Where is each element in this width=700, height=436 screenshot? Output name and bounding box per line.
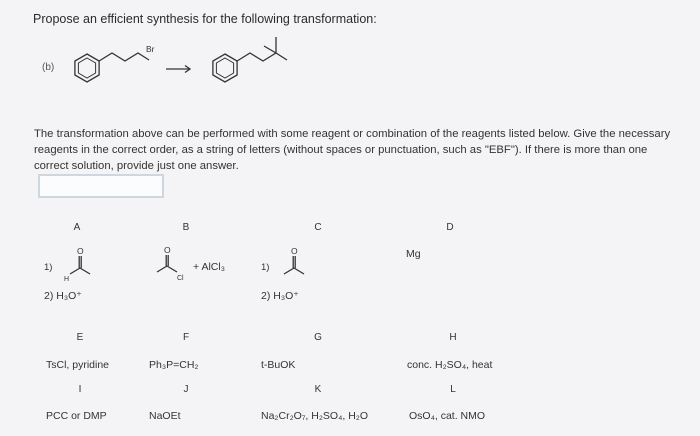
- reagent-j-letter: J: [183, 384, 189, 395]
- reagent-i-letter: I: [78, 384, 82, 395]
- reagent-e-text: TsCl, pyridine: [46, 359, 110, 371]
- reagent-b-structure: [153, 246, 193, 286]
- reagent-k-text: Na₂Cr₂O₇, H₂SO₄, H₂O: [261, 410, 369, 422]
- reagent-a-hydrogen-label: H: [64, 276, 70, 283]
- reagent-a-step1: 1): [44, 262, 53, 273]
- reagent-b-extra: + AlCl₃: [193, 261, 225, 273]
- reagent-a-oxygen-label: O: [77, 246, 84, 256]
- reagent-i-text: PCC or DMP: [46, 410, 107, 422]
- reagent-d-letter: D: [446, 222, 454, 233]
- reactant-structure: [62, 40, 172, 100]
- answer-input[interactable]: [40, 176, 162, 196]
- reagent-c-step2: 2) H₃O⁺: [261, 290, 299, 302]
- reagent-c-letter: C: [314, 222, 322, 233]
- reaction-arrow: [166, 64, 196, 74]
- reagent-c-structure: [280, 246, 320, 286]
- reagent-f-letter: F: [182, 332, 190, 343]
- reagent-g-letter: G: [314, 332, 322, 343]
- answer-field[interactable]: [38, 174, 164, 198]
- bromine-atom-label: Br: [146, 44, 155, 54]
- reagent-e-letter: E: [76, 332, 84, 343]
- reagent-l-text: OsO₄, cat. NMO: [409, 410, 486, 422]
- reagent-c-step1: 1): [261, 262, 270, 273]
- reagent-a-step2: 2) H₃O⁺: [44, 290, 82, 302]
- instructions-text: The transformation above can be performed with some reagent or combination of the reagents listed below. Give the necessary reagents in the correct order, as a string of letters (without spaces or punctuation, such as "EBF"). If there is more than one correct solution, provide just one answer.: [34, 128, 671, 172]
- reagent-h-text: conc. H₂SO₄, heat: [407, 359, 493, 371]
- reagent-a-structure: [64, 246, 104, 286]
- reagent-g-text: t-BuOK: [261, 359, 296, 371]
- question-title: Propose an efficient synthesis for the following transformation:: [33, 12, 377, 26]
- reagent-b-chlorine-label: Cl: [177, 275, 184, 282]
- reagent-h-letter: H: [449, 332, 457, 343]
- reagent-k-letter: K: [314, 384, 322, 395]
- reagent-a-letter: A: [73, 222, 81, 233]
- reagent-c-oxygen-label: O: [291, 246, 298, 256]
- reagent-f-text: Ph₃P=CH₂: [149, 359, 199, 371]
- reagent-j-text: NaOEt: [149, 410, 181, 422]
- part-label: (b): [42, 62, 55, 73]
- reagent-b-letter: B: [182, 222, 190, 233]
- reagent-l-letter: L: [450, 384, 456, 395]
- reagent-d-text: Mg: [406, 248, 421, 260]
- reagent-b-oxygen-label: O: [164, 245, 171, 255]
- product-structure: [200, 40, 310, 100]
